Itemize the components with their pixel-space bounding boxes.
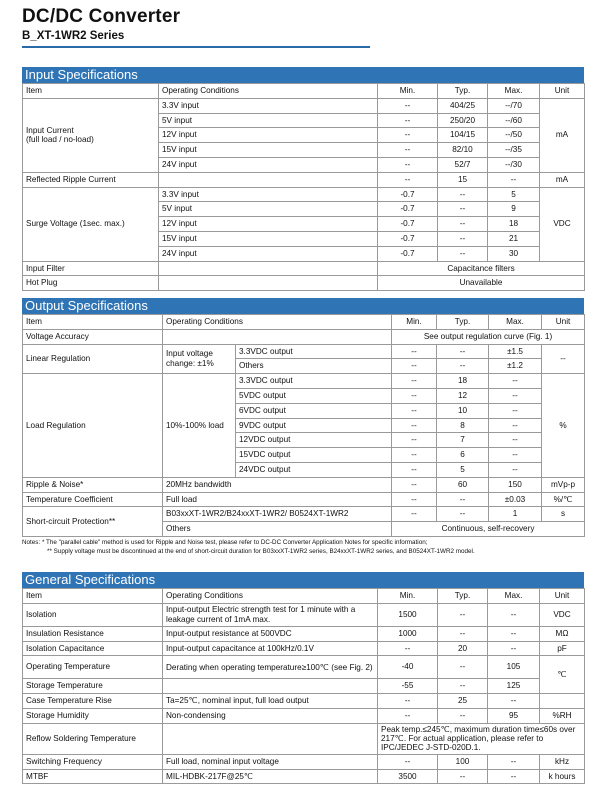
cell-min: -0.7	[378, 202, 438, 217]
cell-condition	[159, 172, 378, 187]
col-header: Min.	[392, 315, 437, 330]
cell-min: -0.7	[378, 187, 438, 202]
cell-condition: 12V input	[159, 217, 378, 232]
cell-min: --	[378, 641, 438, 656]
col-header: Item	[23, 84, 159, 99]
cell-typ: --	[438, 603, 488, 626]
cell-typ: 60	[437, 477, 489, 492]
col-header: Unit	[540, 84, 585, 99]
cell-max: ±1.5	[489, 344, 542, 359]
cell-max: ±0.03	[489, 492, 542, 507]
cell-condition: Others	[163, 522, 392, 537]
cell-condition	[163, 723, 378, 754]
cell-typ: --	[437, 344, 489, 359]
table-row	[23, 754, 585, 769]
cell-condition	[163, 344, 236, 374]
cell-typ: 52/7	[438, 157, 488, 172]
row-item: Linear Regulation	[23, 344, 163, 374]
cell-condition: 3.3V input	[159, 187, 378, 202]
cell-min: --	[378, 113, 438, 128]
cell-max: --	[488, 626, 540, 641]
cell-min: -0.7	[378, 217, 438, 232]
row-item: Isolation	[23, 603, 163, 626]
row-item: Storage Humidity	[23, 708, 163, 723]
cell-typ: 10	[437, 403, 489, 418]
cell-condition: 12V input	[159, 128, 378, 143]
table-row	[23, 261, 585, 276]
row-item: Short-circuit Protection**	[23, 507, 163, 537]
cell-typ: --	[438, 187, 488, 202]
note-line: ** Supply voltage must be discontinued at the end of short-circuit duration for B03xxXT-1WR2 series, B24xxXT-1WR2 series, and B0524XT-1WR2 model.	[47, 547, 475, 555]
col-header: Min.	[378, 589, 438, 604]
cell-typ: 104/15	[438, 128, 488, 143]
condition-line: Input voltage	[166, 349, 213, 359]
cell-max: 21	[488, 231, 540, 246]
cell-typ: --	[438, 246, 488, 261]
cell-typ: 8	[437, 418, 489, 433]
cell-typ: --	[437, 359, 489, 374]
table-row	[23, 723, 585, 754]
table-row	[23, 769, 585, 784]
cell-typ: 20	[438, 641, 488, 656]
cell-max: ±1.2	[489, 359, 542, 374]
cell-condition: 3.3V input	[159, 98, 378, 113]
col-header: Unit	[540, 589, 585, 604]
row-item: Input Filter	[23, 261, 159, 276]
cell-min: -40	[378, 656, 438, 679]
table-row	[23, 477, 585, 492]
cell-min: --	[378, 98, 438, 113]
cell-typ: --	[438, 626, 488, 641]
cell-typ: --	[438, 202, 488, 217]
item-label: Input Current	[26, 125, 74, 135]
cell-unit: kHz	[540, 754, 585, 769]
cell-condition: 15V input	[159, 143, 378, 158]
cell-max: --	[489, 388, 542, 403]
cell-condition: Full load, nominal input voltage	[163, 754, 378, 769]
cell-max: --/50	[488, 128, 540, 143]
note-line: Notes: * The "parallel cable" method is used for Ripple and Noise test, please refer to DC-DC Converter Application Notes for specific information;	[22, 539, 428, 546]
table-row	[23, 626, 585, 641]
cell-min: -0.7	[378, 231, 438, 246]
cell-typ: --	[437, 492, 489, 507]
col-header: Max.	[488, 84, 540, 99]
cell-condition: 10%-100% load	[163, 374, 236, 478]
cell-condition: 24V input	[159, 157, 378, 172]
cell-subcondition: 24VDC output	[236, 462, 392, 477]
table-header-row	[23, 589, 585, 604]
table-row	[23, 641, 585, 656]
cell-unit: pF	[540, 641, 585, 656]
table-header-row	[23, 315, 585, 330]
cell-subcondition: Others	[236, 359, 392, 374]
cell-min: --	[392, 462, 437, 477]
row-item: Reflow Soldering Temperature	[23, 723, 163, 754]
cell-condition	[163, 679, 378, 694]
cell-unit: mA	[540, 98, 585, 172]
cell-unit: s	[542, 507, 585, 522]
cell-typ: 25	[438, 694, 488, 709]
col-header: Max.	[488, 589, 540, 604]
col-header: Typ.	[438, 589, 488, 604]
cell-min: --	[392, 492, 437, 507]
cell-subcondition: 15VDC output	[236, 448, 392, 463]
cell-typ: --	[438, 679, 488, 694]
table-row	[23, 344, 585, 359]
cell-min: --	[378, 157, 438, 172]
cell-min: 1500	[378, 603, 438, 626]
output-notes	[22, 539, 584, 556]
cell-max: --	[489, 403, 542, 418]
col-header: Typ.	[438, 84, 488, 99]
cell-unit: VDC	[540, 187, 585, 261]
table-row	[23, 679, 585, 694]
cell-max: --	[488, 641, 540, 656]
input-spec-table	[22, 83, 585, 291]
table-row	[23, 708, 585, 723]
cell-typ: 15	[438, 172, 488, 187]
cell-value: Capacitance filters	[378, 261, 585, 276]
cell-unit: %RH	[540, 708, 585, 723]
table-row	[23, 656, 585, 679]
row-item: Insulation Resistance	[23, 626, 163, 641]
col-header: Operating Conditions	[159, 84, 378, 99]
cell-max: --	[488, 172, 540, 187]
table-row	[23, 98, 585, 113]
cell-typ: 404/25	[438, 98, 488, 113]
cell-min: -0.7	[378, 246, 438, 261]
table-row	[23, 492, 585, 507]
table-row	[23, 374, 585, 389]
general-spec-table	[22, 588, 585, 784]
cell-unit: %/℃	[542, 492, 585, 507]
table-row	[23, 187, 585, 202]
row-item: Switching Frequency	[23, 754, 163, 769]
table-row	[23, 172, 585, 187]
cell-max: --	[488, 603, 540, 626]
cell-max: --	[488, 754, 540, 769]
cell-min: --	[392, 403, 437, 418]
cell-min: 1000	[378, 626, 438, 641]
cell-typ: --	[438, 769, 488, 784]
cell-max: --	[489, 462, 542, 477]
cell-min: --	[378, 708, 438, 723]
series-name: B_XT-1WR2 Series	[22, 30, 125, 42]
cell-max: 18	[488, 217, 540, 232]
cell-min: --	[392, 433, 437, 448]
cell-min: --	[392, 448, 437, 463]
cell-unit: --	[542, 344, 585, 374]
output-spec-table	[22, 314, 585, 537]
cell-subcondition: 3.3VDC output	[236, 344, 392, 359]
cell-typ: --	[438, 656, 488, 679]
row-item: Ripple & Noise*	[23, 477, 163, 492]
condition-line: change: ±1%	[166, 358, 214, 368]
cell-max: 9	[488, 202, 540, 217]
table-row	[23, 603, 585, 626]
cell-unit: %	[542, 374, 585, 478]
cell-subcondition: 9VDC output	[236, 418, 392, 433]
cell-max: --/30	[488, 157, 540, 172]
cell-condition	[159, 261, 378, 276]
cell-condition: Ta=25℃, nominal input, full load output	[163, 694, 378, 709]
col-header: Item	[23, 589, 163, 604]
cell-value: Peak temp.≤245℃, maximum duration time≤60s over 217℃. For actual application, please refer to IPC/JEDEC J-STD-020D.1.	[378, 723, 585, 754]
cell-max: --	[489, 374, 542, 389]
cell-value: See output regulation curve (Fig. 1)	[392, 329, 585, 344]
cell-condition: Input-output capacitance at 100kHz/0.1V	[163, 641, 378, 656]
cell-max: --	[489, 418, 542, 433]
cell-min: 3500	[378, 769, 438, 784]
col-header: Item	[23, 315, 163, 330]
row-item: Hot Plug	[23, 276, 159, 291]
cell-min: --	[378, 172, 438, 187]
cell-condition: 24V input	[159, 246, 378, 261]
cell-condition	[163, 329, 392, 344]
cell-max: 30	[488, 246, 540, 261]
cell-max: 5	[488, 187, 540, 202]
cell-min: --	[392, 388, 437, 403]
row-item: Load Regulation	[23, 374, 163, 478]
col-header: Min.	[378, 84, 438, 99]
cell-min: --	[392, 374, 437, 389]
cell-max: 1	[489, 507, 542, 522]
title-rule	[22, 46, 370, 48]
cell-condition: Non-condensing	[163, 708, 378, 723]
row-item: MTBF	[23, 769, 163, 784]
cell-unit: ℃	[540, 656, 585, 694]
cell-min: -55	[378, 679, 438, 694]
row-item: Temperature Coefficient	[23, 492, 163, 507]
cell-max: --	[489, 433, 542, 448]
cell-max: --	[489, 448, 542, 463]
row-item: Voltage Accuracy	[23, 329, 163, 344]
cell-unit: k hours	[540, 769, 585, 784]
cell-subcondition: 3.3VDC output	[236, 374, 392, 389]
cell-condition: Derating when operating temperature≥100℃ (see Fig. 2)	[163, 656, 378, 679]
row-item: Surge Voltage (1sec. max.)	[23, 187, 159, 261]
cell-min: --	[378, 143, 438, 158]
cell-typ: 6	[437, 448, 489, 463]
cell-unit: MΩ	[540, 626, 585, 641]
cell-subcondition: 5VDC output	[236, 388, 392, 403]
table-row	[23, 507, 585, 522]
cell-unit: mVp-p	[542, 477, 585, 492]
col-header: Operating Conditions	[163, 589, 378, 604]
cell-max: 105	[488, 656, 540, 679]
input-specifications-section	[22, 67, 584, 291]
section-header: Input Specifications	[22, 67, 584, 83]
cell-condition: B03xxXT-1WR2/B24xxXT-1WR2/ B0524XT-1WR2	[163, 507, 392, 522]
cell-unit	[540, 694, 585, 709]
cell-max: 95	[488, 708, 540, 723]
cell-min: --	[378, 128, 438, 143]
section-header: Output Specifications	[22, 298, 584, 314]
row-item: Case Temperature Rise	[23, 694, 163, 709]
cell-subcondition: 6VDC output	[236, 403, 392, 418]
cell-max: --	[488, 694, 540, 709]
col-header: Operating Conditions	[163, 315, 392, 330]
doc-title: DC/DC Converter	[22, 6, 181, 27]
cell-min: --	[392, 507, 437, 522]
cell-typ: 7	[437, 433, 489, 448]
cell-condition: Input-output Electric strength test for 1 minute with a leakage current of 1mA max.	[163, 603, 378, 626]
cell-typ: 82/10	[438, 143, 488, 158]
cell-max: --/35	[488, 143, 540, 158]
section-header: General Specifications	[22, 572, 584, 588]
cell-min: --	[378, 754, 438, 769]
cell-condition: 15V input	[159, 231, 378, 246]
cell-condition: Full load	[163, 492, 392, 507]
cell-min: --	[392, 418, 437, 433]
cell-typ: 250/20	[438, 113, 488, 128]
cell-typ: 12	[437, 388, 489, 403]
general-specifications-section	[22, 572, 584, 784]
cell-typ: 18	[437, 374, 489, 389]
cell-min: --	[392, 359, 437, 374]
col-header: Unit	[542, 315, 585, 330]
table-row	[23, 329, 585, 344]
row-item: Storage Temperature	[23, 679, 163, 694]
cell-max: --/70	[488, 98, 540, 113]
cell-value: Continuous, self-recovery	[392, 522, 585, 537]
cell-min: --	[392, 344, 437, 359]
cell-condition: MIL-HDBK-217F@25℃	[163, 769, 378, 784]
table-row	[23, 694, 585, 709]
cell-unit: mA	[540, 172, 585, 187]
row-item: Operating Temperature	[23, 656, 163, 679]
item-label-sub: (full load / no-load)	[26, 135, 94, 145]
cell-max: --/60	[488, 113, 540, 128]
cell-typ: --	[438, 708, 488, 723]
cell-condition: 20MHz bandwidth	[163, 477, 392, 492]
table-header-row	[23, 84, 585, 99]
cell-condition	[159, 276, 378, 291]
row-item: Isolation Capacitance	[23, 641, 163, 656]
cell-min: --	[392, 477, 437, 492]
cell-condition: 5V input	[159, 202, 378, 217]
col-header: Typ.	[437, 315, 489, 330]
cell-typ: --	[437, 507, 489, 522]
cell-max: 150	[489, 477, 542, 492]
cell-condition: 5V input	[159, 113, 378, 128]
cell-max: --	[488, 769, 540, 784]
cell-condition: Input-output resistance at 500VDC	[163, 626, 378, 641]
cell-value: Unavailable	[378, 276, 585, 291]
row-item: Reflected Ripple Current	[23, 172, 159, 187]
col-header: Max.	[489, 315, 542, 330]
table-row	[23, 276, 585, 291]
output-specifications-section	[22, 298, 584, 537]
cell-typ: --	[438, 217, 488, 232]
cell-max: 125	[488, 679, 540, 694]
cell-typ: --	[438, 231, 488, 246]
cell-subcondition: 12VDC output	[236, 433, 392, 448]
cell-unit: VDC	[540, 603, 585, 626]
cell-min: --	[378, 694, 438, 709]
cell-typ: 100	[438, 754, 488, 769]
cell-typ: 5	[437, 462, 489, 477]
row-item	[23, 98, 159, 172]
